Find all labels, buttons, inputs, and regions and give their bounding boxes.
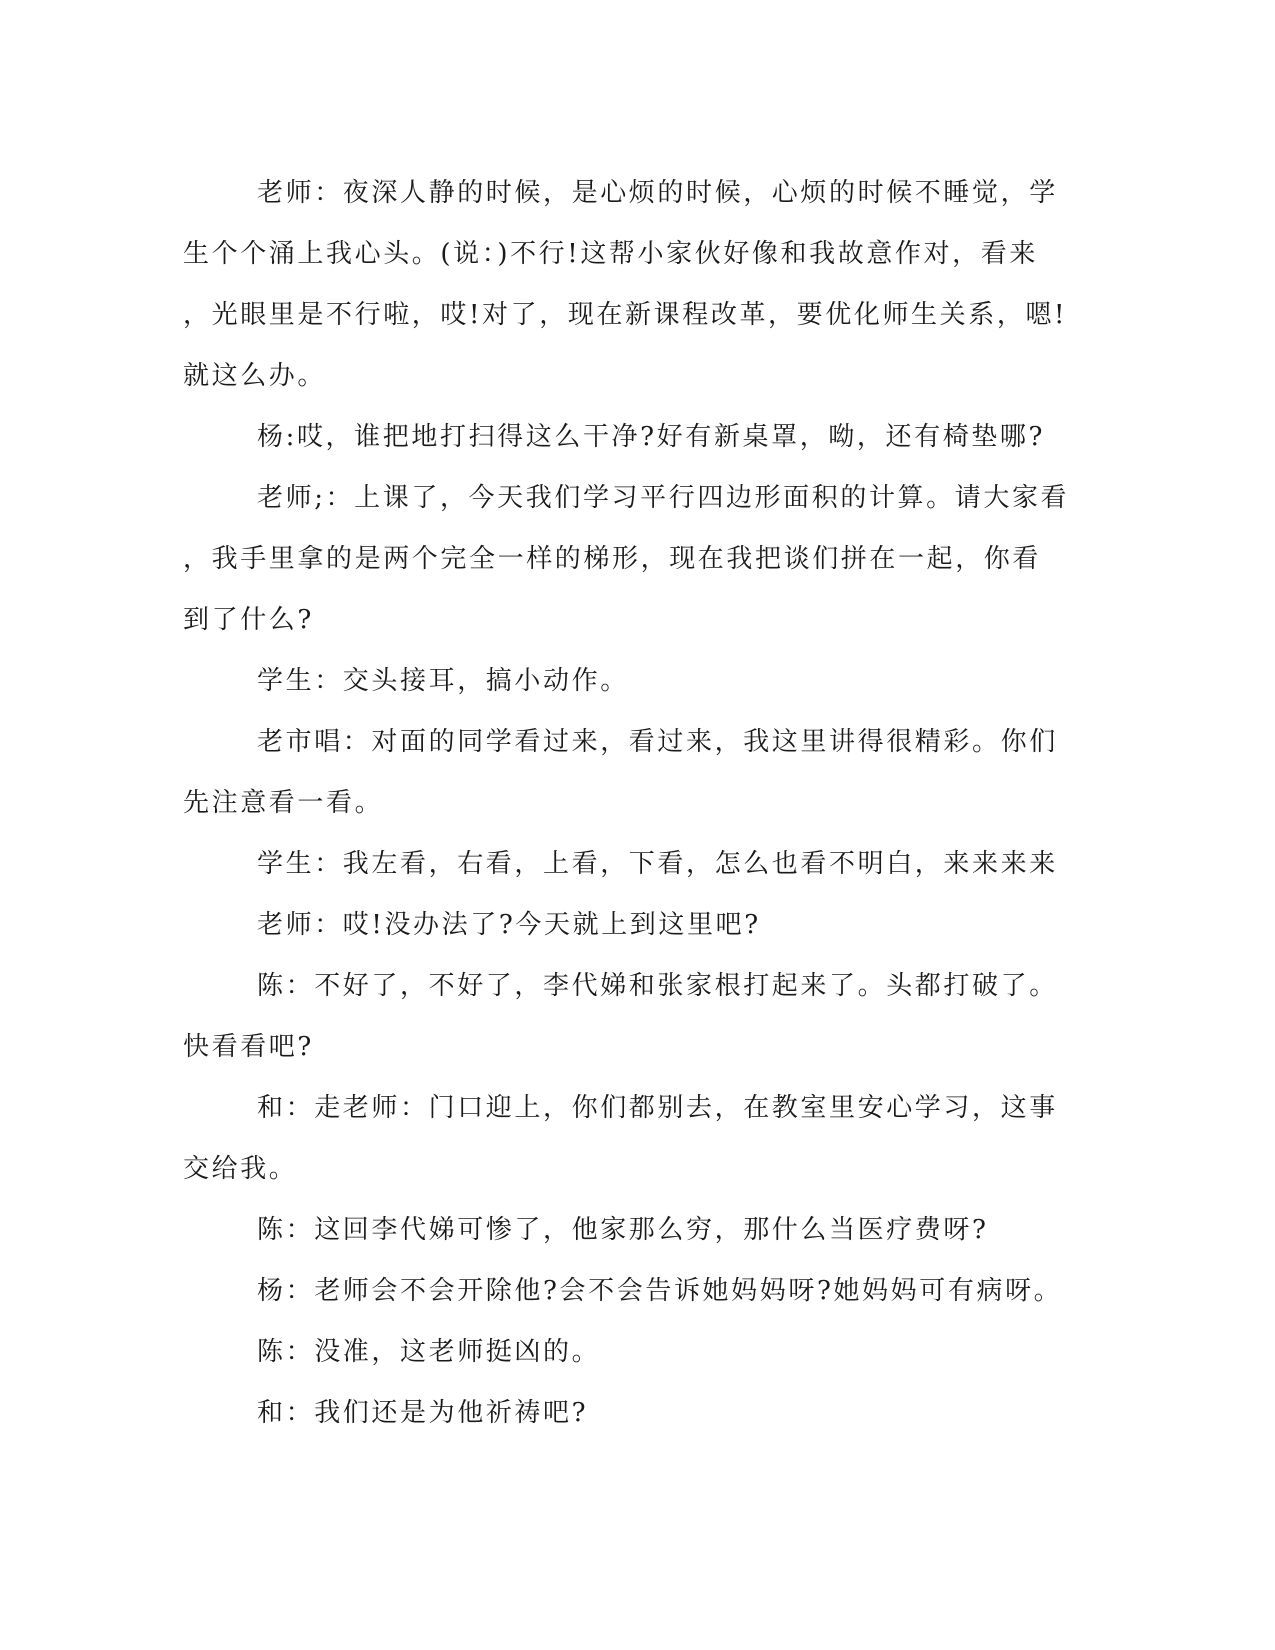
text-line: 杨：老师会不会开除他?会不会告诉她妈妈呀?她妈妈可有病呀。 — [257, 1276, 1063, 1306]
text-line: 交给我。 — [183, 1154, 298, 1184]
paragraph-chen-strict — [183, 1322, 1053, 1383]
text-line: 先注意看一看。 — [183, 788, 384, 818]
text-line: 和：我们还是为他祈祷吧? — [257, 1398, 589, 1428]
paragraph-teacher-end — [183, 895, 1053, 956]
text-line: ，我手里拿的是两个完全一样的梯形，现在我把谈们拼在一起，你看 — [183, 544, 1042, 574]
text-line: 就这么办。 — [183, 361, 327, 391]
text-line: 生个个涌上我心头。(说：)不行!这帮小家伙好像和我故意作对，看来 — [183, 239, 1038, 269]
paragraph-yang-worry — [183, 1261, 1063, 1322]
text-line: 和：走老师：门口迎上，你们都别去，在教室里安心学习，这事 — [257, 1093, 1058, 1123]
text-line: 快看看吧? — [183, 1032, 314, 1062]
paragraph-yang-clean — [183, 407, 1053, 468]
paragraph-teacher-sing — [183, 712, 1058, 834]
text-line: 老师;：上课了，今天我们学习平行四边形面积的计算。请大家看 — [257, 483, 1070, 513]
text-line: 陈：这回李代娣可惨了，他家那么穷，那什么当医疗费呀? — [257, 1215, 989, 1245]
text-line: 杨:哎，谁把地打扫得这么干净?好有新桌罩，呦，还有椅垫哪? — [257, 422, 1046, 452]
paragraph-students-look — [183, 834, 1058, 895]
text-line: 老市唱：对面的同学看过来，看过来，我这里讲得很精彩。你们 — [257, 727, 1058, 757]
text-line: 老师：夜深人静的时候，是心烦的时候，心烦的时候不睡觉，学 — [257, 178, 1058, 208]
paragraph-he-pray — [183, 1383, 1053, 1444]
paragraph-teacher-night — [183, 163, 1068, 407]
paragraph-students-whisper — [183, 651, 1053, 712]
text-line: ，光眼里是不行啦，哎!对了，现在新课程改革，要优化师生关系，嗯! — [183, 300, 1068, 330]
paragraph-chen-fight — [183, 956, 1058, 1078]
text-line: 陈：没准，这老师挺凶的。 — [257, 1337, 601, 1367]
text-line: 陈：不好了，不好了，李代娣和张家根打起来了。头都打破了。 — [257, 971, 1058, 1001]
paragraph-chen-poor — [183, 1200, 1053, 1261]
document-body — [183, 163, 1070, 1444]
text-line: 到了什么? — [183, 605, 314, 635]
text-line: 老师：哎!没办法了?今天就上到这里吧? — [257, 910, 761, 940]
text-line: 学生：我左看，右看，上看，下看，怎么也看不明白，来来来来 — [257, 849, 1058, 879]
text-line: 学生：交头接耳，搞小动作。 — [257, 666, 629, 696]
paragraph-teacher-lesson — [183, 468, 1070, 651]
paragraph-he-teacher — [183, 1078, 1058, 1200]
